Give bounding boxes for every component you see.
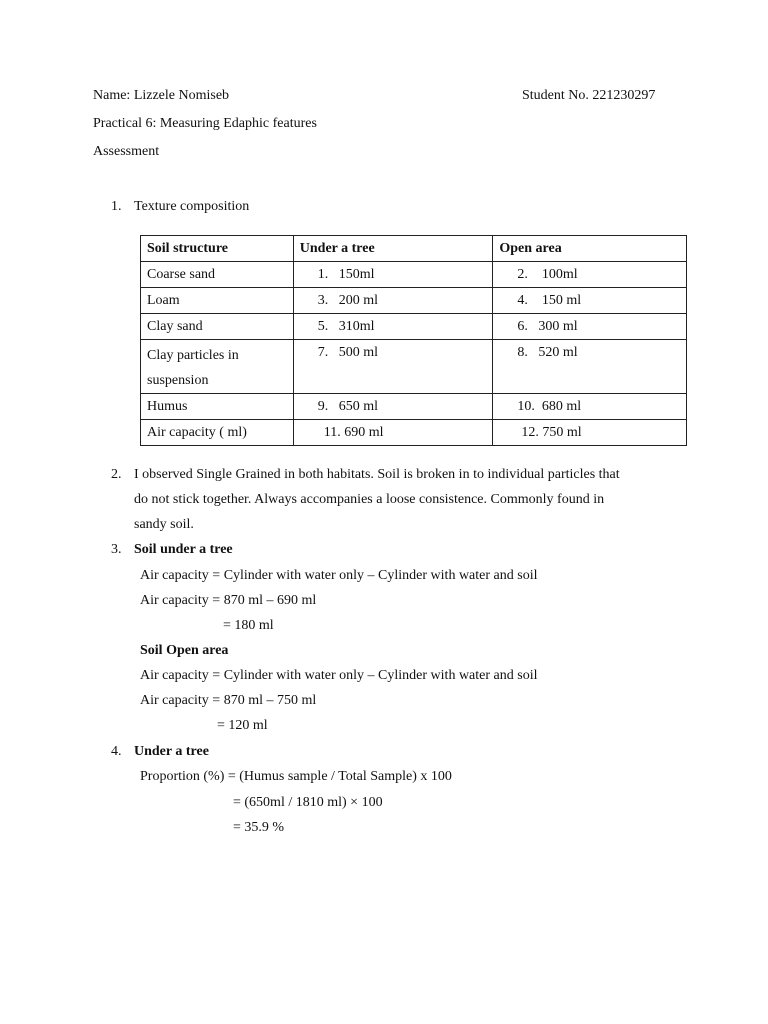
q4-number: 4. [111,744,122,759]
table-row [141,262,687,288]
cell-under-tree: 9. 650 ml [317,398,379,414]
cell-under-tree: 3. 200 ml [317,292,379,308]
q3-number: 3. [111,542,122,557]
q4-result: = 35.9 % [233,820,285,835]
q3-open-formula: Air capacity = Cylinder with water only – Cylinder with water and soil [140,668,538,683]
cell-open-area: 8. 520 ml [517,345,578,360]
q2-line-3: sandy soil. [134,517,194,532]
cell-under-tree: 7. 500 ml [317,345,379,360]
table-row [141,340,687,394]
q2-line-1: I observed Single Grained in both habitats. Soil is broken in to individual particles that [134,467,620,482]
practical-title: Practical 6: Measuring Edaphic features [93,116,317,131]
cell-open-area: 10. 680 ml [517,398,582,414]
q4-formula: Proportion (%) = (Humus sample / Total Sample) x 100 [140,769,452,784]
q3-tree-calc: Air capacity = 870 ml – 690 ml [140,593,317,608]
q3-open-heading: Soil Open area [140,643,229,658]
cell-open-area: 6. 300 ml [517,318,578,334]
cell-structure: Clay sand [141,314,294,340]
q4-heading: Under a tree [134,744,209,759]
q3-tree-result: = 180 ml [223,618,274,633]
cell-structure: Loam [141,288,294,314]
cell-under-tree: 11. 690 ml [323,424,384,440]
q3-tree-heading: Soil under a tree [134,542,233,557]
q4-calc: = (650ml / 1810 ml) × 100 [233,795,383,810]
cell-under-tree: 5. 310ml [317,318,375,334]
cell-structure: Humus [141,394,294,420]
q1-number: 1. [111,199,122,214]
cell-under-tree: 1. 150ml [317,266,375,282]
q2-number: 2. [111,467,122,482]
q3-open-calc: Air capacity = 870 ml – 750 ml [140,693,317,708]
cell-structure: Coarse sand [141,262,294,288]
q3-open-result: = 120 ml [217,718,268,733]
q2-line-2: do not stick together. Always accompanies a loose consistence. Commonly found in [134,492,605,507]
table-header-row [141,236,687,262]
cell-open-area: 2. 100ml [517,266,578,282]
assessment-heading: Assessment [93,144,160,159]
column-header: Open area [493,236,687,262]
texture-table [140,235,687,446]
q3-tree-formula: Air capacity = Cylinder with water only – Cylinder with water and soil [140,568,538,583]
student-name: Name: Lizzele Nomiseb [93,88,230,103]
table-row [141,394,687,420]
q1-title: Texture composition [134,199,250,214]
table-row [141,420,687,446]
cell-structure: Clay particles in suspension [141,340,294,394]
table-row [141,288,687,314]
student-number: Student No. 221230297 [522,88,656,103]
cell-structure: Air capacity ( ml) [141,420,294,446]
column-header: Soil structure [141,236,294,262]
cell-open-area: 4. 150 ml [517,292,582,308]
cell-open-area: 12. 750 ml [521,424,582,440]
table-row [141,314,687,340]
column-header: Under a tree [293,236,493,262]
